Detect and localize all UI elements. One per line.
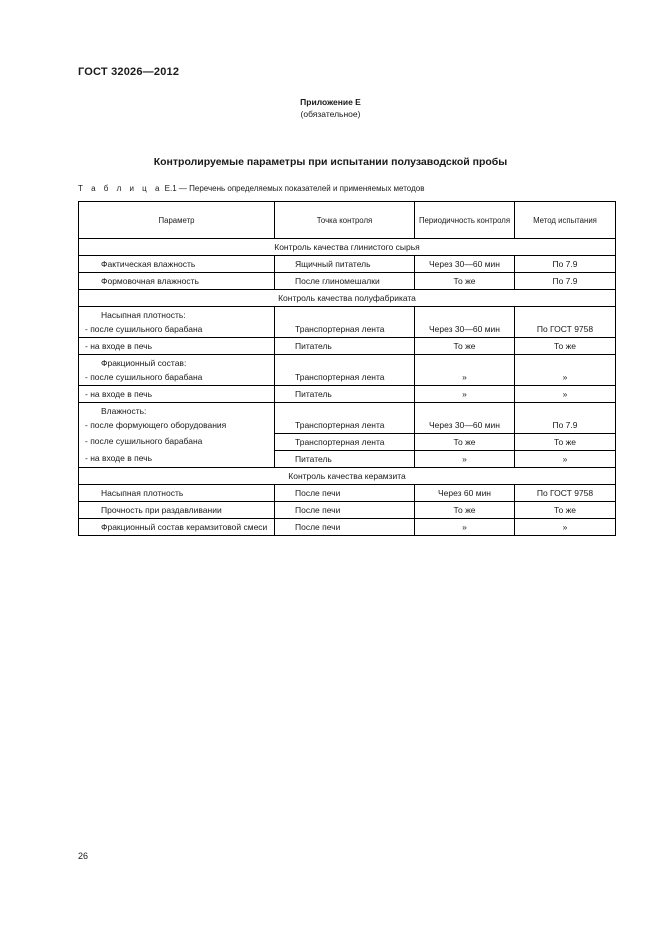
param-cell: - на входе в печь <box>79 450 275 467</box>
point-cell: После печи <box>275 518 415 535</box>
page-number: 26 <box>78 851 89 861</box>
table-row <box>79 355 616 386</box>
point-cell: Питатель <box>275 338 415 355</box>
table-caption <box>78 184 424 193</box>
point-cell: После глиномешалки <box>275 273 415 290</box>
table-row <box>79 501 616 518</box>
method-cell: » <box>515 518 616 535</box>
table-row <box>79 386 616 403</box>
period-cell: » <box>415 355 515 386</box>
param-group-heading: Насыпная плотность: <box>101 310 186 320</box>
section-title: Контролируемые параметры при испытании полузаводской пробы <box>153 156 508 168</box>
point-cell: Питатель <box>275 450 415 467</box>
period-cell: » <box>415 450 515 467</box>
method-cell: По 7.9 <box>515 273 616 290</box>
point-cell: Транспортерная лента <box>275 403 415 434</box>
param-cell: - на входе в печь <box>79 338 275 355</box>
table-row <box>79 518 616 535</box>
param-cell <box>79 307 275 338</box>
param-cell: Насыпная плотность <box>79 484 275 501</box>
method-cell: По ГОСТ 9758 <box>515 307 616 338</box>
section-row <box>79 467 616 484</box>
param-group-heading: Фракционный состав: <box>101 358 187 368</box>
param-subitem: - после формующего оборудования <box>85 420 227 430</box>
period-cell: То же <box>415 501 515 518</box>
column-header: Метод испытания <box>515 202 616 239</box>
standard-header: ГОСТ 32026—2012 <box>78 66 180 78</box>
param-group-heading: Влажность: <box>101 406 147 416</box>
method-cell: » <box>515 355 616 386</box>
appendix-title: Приложение Е <box>300 97 361 107</box>
column-header: Периодичность контроля <box>415 202 515 239</box>
method-cell: То же <box>515 338 616 355</box>
table-caption-text: — Перечень определяемых показателей и применяемых методов <box>178 184 425 193</box>
param-cell <box>79 355 275 386</box>
section-row <box>79 239 616 256</box>
param-cell: Фактическая влажность <box>79 256 275 273</box>
point-cell: Ящичный питатель <box>275 256 415 273</box>
table-row <box>79 403 616 434</box>
param-subitem: - после сушильного барабана <box>85 372 203 382</box>
period-cell: Через 30—60 мин <box>415 307 515 338</box>
method-cell: По 7.9 <box>515 403 616 434</box>
period-cell: Через 60 мин <box>415 484 515 501</box>
table-caption-number: Е.1 <box>164 184 177 193</box>
section-heading: Контроль качества полуфабриката <box>79 290 616 307</box>
point-cell: Транспортерная лента <box>275 355 415 386</box>
table-row <box>79 433 616 450</box>
method-cell: » <box>515 450 616 467</box>
section-heading: Контроль качества глинистого сырья <box>79 239 616 256</box>
point-cell: Транспортерная лента <box>275 307 415 338</box>
param-cell: - на входе в печь <box>79 386 275 403</box>
table-row <box>79 307 616 338</box>
method-cell: По 7.9 <box>515 256 616 273</box>
column-header: Параметр <box>79 202 275 239</box>
period-cell: » <box>415 518 515 535</box>
table-row <box>79 450 616 467</box>
period-cell: То же <box>415 338 515 355</box>
point-cell: После печи <box>275 501 415 518</box>
point-cell: Транспортерная лента <box>275 433 415 450</box>
table-row <box>79 338 616 355</box>
method-cell: По ГОСТ 9758 <box>515 484 616 501</box>
period-cell: То же <box>415 273 515 290</box>
table-row <box>79 273 616 290</box>
method-cell: То же <box>515 433 616 450</box>
method-cell: » <box>515 386 616 403</box>
column-header: Точка контроля <box>275 202 415 239</box>
appendix-type: (обязательное) <box>300 109 361 119</box>
param-cell: Формовочная влажность <box>79 273 275 290</box>
section-heading: Контроль качества керамзита <box>79 467 616 484</box>
method-cell: То же <box>515 501 616 518</box>
table-row <box>79 256 616 273</box>
table-header-row <box>79 202 616 239</box>
period-cell: То же <box>415 433 515 450</box>
point-cell: Питатель <box>275 386 415 403</box>
param-cell: - после сушильного барабана <box>79 433 275 450</box>
point-cell: После печи <box>275 484 415 501</box>
param-subitem: - после сушильного барабана <box>85 324 203 334</box>
table-row <box>79 484 616 501</box>
param-cell <box>79 403 275 434</box>
table-caption-label: Т а б л и ц а <box>78 184 163 193</box>
param-cell: Фракционный состав керамзитовой смеси <box>79 518 275 535</box>
parameters-table <box>78 201 616 536</box>
section-row <box>79 290 616 307</box>
period-cell: Через 30—60 мин <box>415 403 515 434</box>
param-cell: Прочность при раздавливании <box>79 501 275 518</box>
period-cell: » <box>415 386 515 403</box>
period-cell: Через 30—60 мин <box>415 256 515 273</box>
